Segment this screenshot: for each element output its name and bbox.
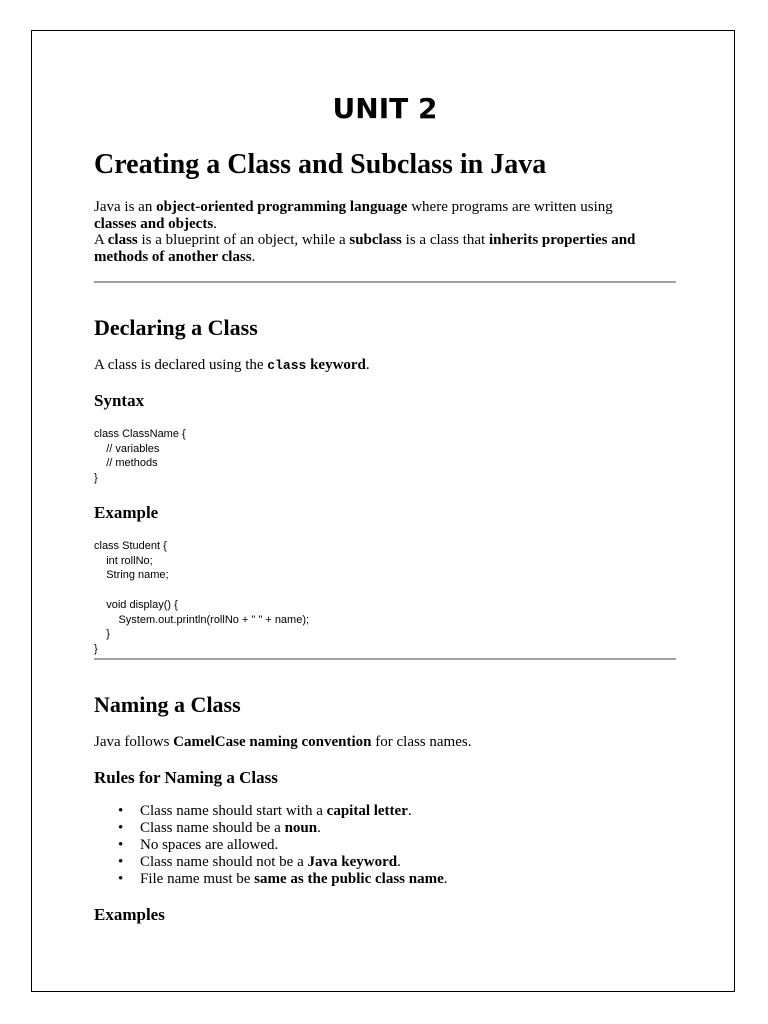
- syntax-code-block: class ClassName { // variables // methods }: [94, 428, 186, 485]
- unit-title: UNIT 2: [332, 92, 438, 125]
- intro-line-4: methods of another class.: [94, 248, 256, 265]
- declaring-heading: Declaring a Class: [94, 315, 258, 340]
- list-item: • No spaces are allowed.: [140, 837, 448, 854]
- intro-line-3: A class is a blueprint of an object, while a subclass is a class that inherits properties and: [94, 232, 636, 248]
- example-heading: Example: [94, 503, 159, 522]
- example-code-block: class Student { int rollNo; String name; void display() { System.out.println(rollNo + " " + name); } }: [94, 540, 310, 655]
- declaring-text: A class is declared using the class keyword.: [94, 357, 370, 373]
- section-divider: [94, 281, 676, 283]
- syntax-heading: Syntax: [94, 391, 145, 410]
- list-item: • File name must be same as the public class name.: [140, 871, 448, 888]
- naming-heading: Naming a Class: [94, 692, 241, 717]
- list-item: • Class name should start with a capital letter.: [140, 803, 448, 820]
- examples-heading: Examples: [94, 905, 165, 924]
- list-item: • Class name should not be a Java keyword.: [140, 854, 448, 871]
- document-page: [31, 30, 735, 992]
- rules-heading: Rules for Naming a Class: [94, 768, 278, 787]
- list-item: • Class name should be a noun.: [140, 820, 448, 837]
- page-title: Creating a Class and Subclass in Java: [94, 149, 547, 180]
- intro-line-1: Java is an object-oriented programming language where programs are written using: [94, 199, 613, 215]
- intro-paragraph: [94, 199, 676, 265]
- naming-text: Java follows CamelCase naming convention for class names.: [94, 734, 472, 750]
- section-divider: [94, 658, 676, 660]
- intro-line-2: classes and objects.: [94, 215, 217, 232]
- naming-rules-list: [94, 803, 448, 888]
